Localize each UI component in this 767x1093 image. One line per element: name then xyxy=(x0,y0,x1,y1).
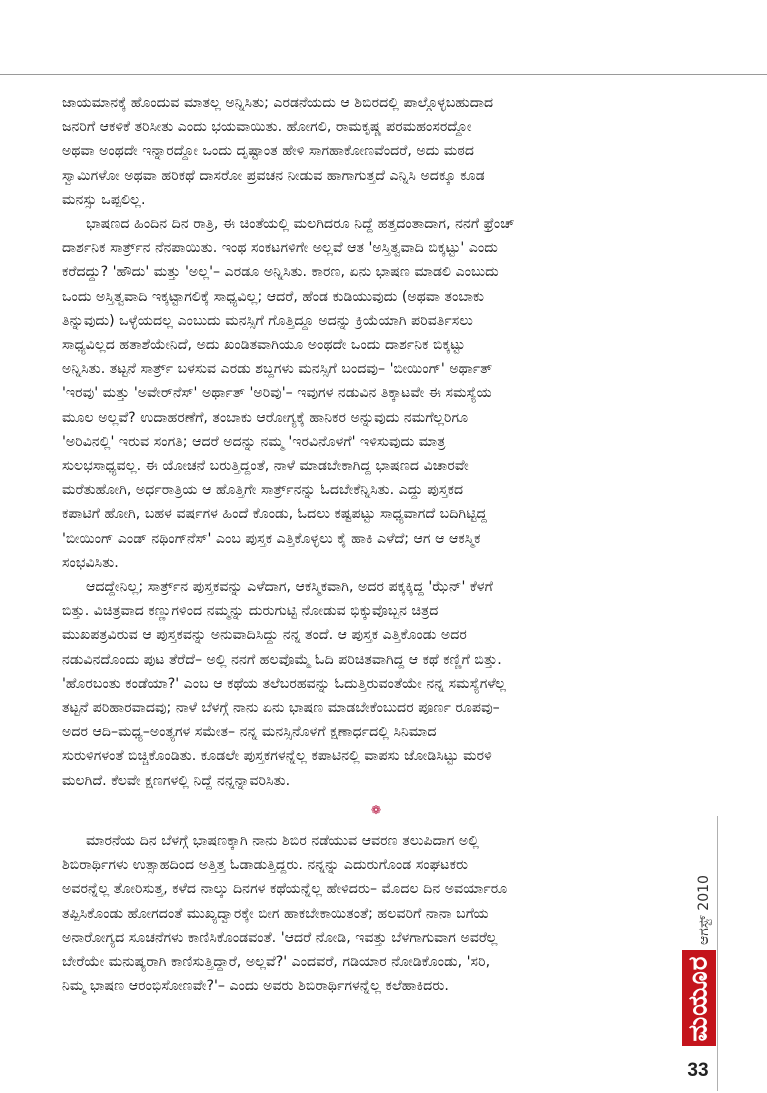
sidebar-rule xyxy=(717,816,718,1091)
text-line: 'ಬೀಯಿಂಗ್ ಎಂಡ್ ನಥಿಂಗ್‌ನೆಸ್' ಎಂಬ ಪುಸ್ತಕ ಎತ್ತಿಕೊಳ್ಳಲು ಕೈ ಹಾಕಿ ಎಳೆದೆ; ಆಗ ಆ ಆಕಸ್ಮಿಕ xyxy=(62,530,481,547)
text-line: ಸಂಭವಿಸಿತು. xyxy=(62,554,119,571)
paragraph-3 xyxy=(62,575,690,793)
paragraph-4 xyxy=(62,829,690,998)
text-line: ಜಾಯಮಾನಕ್ಕೆ ಹೊಂದುವ ಮಾತಲ್ಲ ಅನ್ನಿಸಿತು; ಎರಡನೆಯದು ಆ ಶಿಬಿರದಲ್ಲಿ ಪಾಲ್ಗೊಳ್ಳಬಹುದಾದ xyxy=(62,95,494,111)
text-line: ತಟ್ಟನೆ ಪರಿಹಾರವಾದವು; ನಾಳೆ ಬೆಳಗ್ಗೆ ನಾನು ಏನು ಭಾಷಣ ಮಾಡಬೇಕೆಂಬುದರ ಪೂರ್ಣ ರೂಪವು– xyxy=(62,700,500,717)
text-line: ಅಥವಾ ಅಂಥದೇ ಇನ್ನಾರದ್ದೋ ಒಂದು ದೃಷ್ಟಾಂತ ಹೇಳಿ ಸಾಗಹಾಕೋಣವೆಂದರೆ, ಅದು ಮಠದ xyxy=(62,143,475,160)
text-line: ಮಾರನೆಯ ದಿನ ಬೆಳಗ್ಗೆ ಭಾಷಣಕ್ಕಾಗಿ ನಾನು ಶಿಬಿರ ನಡೆಯುವ ಆವರಣ ತಲುಪಿದಾಗ ಅಲ್ಲಿ xyxy=(86,832,480,849)
text-line: ಅವರನ್ನೆಲ್ಲ ತೋರಿಸುತ್ತ, ಕಳೆದ ನಾಲ್ಕು ದಿನಗಳ ಕಥೆಯನ್ನೆಲ್ಲ ಹೇಳಿದರು– ಮೊದಲ ದಿನ ಅವರ್ಯಾರೂ xyxy=(62,881,508,898)
text-line: ಆದದ್ದೇನಿಲ್ಲ; ಸಾರ್ತ್ರ್‌ನ ಪುಸ್ತಕವನ್ನು ಎಳೆದಾಗ, ಆಕಸ್ಮಿಕವಾಗಿ, ಅದರ ಪಕ್ಕಕ್ಕಿದ್ದ 'ಝೆನ್' ಕೆಳಗೆ xyxy=(86,579,493,596)
text-line: ಶಿಬಿರಾರ್ಥಿಗಳು ಉತ್ಸಾಹದಿಂದ ಅತ್ತಿತ್ತ ಓಡಾಡುತ್ತಿದ್ದರು. ನನ್ನನ್ನು ಎದುರುಗೊಂಡ ಸಂಘಟಕರು xyxy=(62,857,468,874)
text-line: ಮರೆತುಹೋಗಿ, ಅರ್ಧರಾತ್ರಿಯ ಆ ಹೊತ್ತಿಗೇ ಸಾರ್ತ್ರ್‌ನನ್ನು ಓದಬೇಕೆನ್ನಿಸಿತು. ಎದ್ದು ಪುಸ್ತಕದ xyxy=(62,482,464,499)
text-line: ತಪ್ಪಿಸಿಕೊಂಡು ಹೋಗದಂತೆ ಮುಖ್ಯದ್ವಾರಕ್ಕೇ ಬೀಗ ಹಾಕಬೇಕಾಯಿತಂತೆ; ಹಲವರಿಗೆ ನಾನಾ ಬಗೆಯ xyxy=(62,905,489,922)
section-separator-icon: ❁ xyxy=(370,802,382,817)
text-line: ಅದರ ಆದಿ–ಮಧ್ಯ–ಅಂತ್ಯಗಳ ಸಮೇತ– ನನ್ನ ಮನಸ್ಸಿನೊಳಗೆ ಕ್ಷಣಾರ್ಧದಲ್ಲಿ ಸಿನಿಮಾದ xyxy=(62,724,437,741)
paragraph-1 xyxy=(62,91,690,212)
text-line: ತಿನ್ನುವುದು) ಒಳ್ಳೆಯದಲ್ಲ ಎಂಬುದು ಮನಸ್ಸಿಗೆ ಗೊತ್ತಿದ್ದೂ ಅದನ್ನು ಕ್ರಿಯೆಯಾಗಿ ಪರಿವರ್ತಿಸಲು xyxy=(62,312,473,329)
text-line: ಸಾಧ್ಯವಿಲ್ಲದ ಹತಾಶೆಯೇನಿದೆ, ಅದು ಖಂಡಿತವಾಗಿಯೂ ಅಂಥದೇ ಒಂದು ದಾರ್ಶನಿಕ ಬಿಕ್ಕಟ್ಟು xyxy=(62,337,466,354)
magazine-masthead xyxy=(682,950,716,1046)
issue-date xyxy=(684,872,724,948)
text-line: ಸ್ವಾಮಿಗಳೋ ಅಥವಾ ಹರಿಕಥೆ ದಾಸರೋ ಪ್ರವಚನ ನೀಡುವ ಹಾಗಾಗುತ್ತದೆ ಎನ್ನಿಸಿ ಅದಕ್ಕೂ ಕೂಡ xyxy=(62,167,485,184)
article-body xyxy=(62,91,690,998)
text-line: ಬೇರೆಯೇ ಮನುಷ್ಯರಾಗಿ ಕಾಣಿಸುತ್ತಿದ್ದಾರೆ, ಅಲ್ಲವೆ?' ಎಂದವರೆ, ಗಡಿಯಾರ ನೋಡಿಕೊಂಡು, 'ಸರಿ, xyxy=(62,953,491,970)
text-line: ಮನಸ್ಸು ಒಪ್ಪಲಿಲ್ಲ. xyxy=(62,191,146,208)
paragraph-2 xyxy=(62,212,690,575)
text-line: ಒಂದು ಅಸ್ತಿತ್ವವಾದಿ ಇಕ್ಕಟ್ಟಾಗಲಿಕ್ಕೆ ಸಾಧ್ಯವಿಲ್ಲ; ಆದರೆ, ಹೆಂಡ ಕುಡಿಯುವುದು (ಅಥವಾ ತಂಬಾಕು xyxy=(62,288,484,305)
text-line: ಜನರಿಗೆ ಆಕಳಿಕೆ ತರಿಸೀತು ಎಂದು ಭಯವಾಯಿತು. ಹೋಗಲಿ, ರಾಮಕೃಷ್ಣ ಪರಮಹಂಸರದ್ದೋ xyxy=(62,119,472,136)
text-line: ಸುಲಭಸಾಧ್ಯವಲ್ಲ. ಈ ಯೋಚನೆ ಬರುತ್ತಿದ್ದಂತೆ, ನಾಳೆ ಮಾಡಬೇಕಾಗಿದ್ದ ಭಾಷಣದ ವಿಚಾರವೇ xyxy=(62,458,469,475)
issue-date-text: ಆಗಸ್ಟ್ 2010 xyxy=(696,875,712,945)
text-line: ಕರೆದದ್ದು? 'ಹೌದು' ಮತ್ತು 'ಅಲ್ಲ'– ಎರಡೂ ಅನ್ನಿಸಿತು. ಕಾರಣ, ಏನು ಭಾಷಣ ಮಾಡಲಿ ಎಂಬುದು xyxy=(62,264,499,281)
header-rule xyxy=(0,74,767,75)
text-line: ನಡುವಿನದೊಂದು ಪುಟ ತೆರೆದೆ– ಅಲ್ಲಿ ನನಗೆ ಹಲವೊಮ್ಮೆ ಓದಿ ಪರಿಚಿತವಾಗಿದ್ದ ಆ ಕಥೆ ಕಣ್ಣಿಗೆ ಬಿತ್ತು. xyxy=(62,651,502,668)
text-line: ನಿಮ್ಮ ಭಾಷಣ ಆರಂಭಿಸೋಣವೇ?'– ಎಂದು ಅವರು ಶಿಬಿರಾರ್ಥಿಗಳನ್ನೆಲ್ಲ ಕಲೆಹಾಕಿದರು. xyxy=(62,978,449,995)
text-line: ಮುಖಪತ್ರವಿರುವ ಆ ಪುಸ್ತಕವನ್ನು ಅನುವಾದಿಸಿದ್ದು ನನ್ನ ತಂದೆ. ಆ ಪುಸ್ತಕ ಎತ್ತಿಕೊಂಡು ಅದರ xyxy=(62,627,467,644)
text-line: ಮೂಲ ಅಲ್ಲವೆ? ಉದಾಹರಣೆಗೆ, ತಂಬಾಕು ಆರೋಗ್ಯಕ್ಕೆ ಹಾನಿಕರ ಅನ್ನುವುದು ನಮಗೆಲ್ಲರಿಗೂ xyxy=(62,409,469,426)
text-line: ಅನ್ನಿಸಿತು. ತಟ್ಟನೆ ಸಾರ್ತ್ರ್ ಬಳಸುವ ಎರಡು ಶಬ್ದಗಳು ಮನಸ್ಸಿಗೆ ಬಂದವು– 'ಬೀಯಿಂಗ್' ಅರ್ಥಾತ್ xyxy=(62,361,493,378)
text-line: ದಾರ್ಶನಿಕ ಸಾರ್ತ್ರ್‌ನ ನೆನಪಾಯಿತು. ಇಂಥ ಸಂಕಟಗಳಿಗೇ ಅಲ್ಲವೆ ಆತ 'ಅಸ್ತಿತ್ವವಾದಿ ಬಿಕ್ಕಟ್ಟು' ಎಂದು xyxy=(62,240,498,257)
text-line: ಸುರುಳಿಗಳಂತೆ ಬಿಚ್ಚಿಕೊಂಡಿತು. ಕೂಡಲೇ ಪುಸ್ತಕಗಳನ್ನೆಲ್ಲ ಕಪಾಟಿನಲ್ಲಿ ವಾಪಸು ಜೋಡಿಸಿಟ್ಟು ಮರಳಿ xyxy=(62,748,492,765)
page-number: 33 xyxy=(687,1060,709,1081)
text-line: ಭಾಷಣದ ಹಿಂದಿನ ದಿನ ರಾತ್ರಿ, ಈ ಚಿಂತೆಯಲ್ಲಿ ಮಲಗಿದರೂ ನಿದ್ದೆ ಹತ್ತದಂತಾದಾಗ, ನನಗೆ ಫ್ರೆಂಚ್ xyxy=(86,216,515,233)
magazine-name: ಮಯೂರ xyxy=(683,955,714,1041)
text-line: ಕಪಾಟಿಗೆ ಹೋಗಿ, ಬಹಳ ವರ್ಷಗಳ ಹಿಂದೆ ಕೊಂಡು, ಓದಲು ಕಷ್ಟಪಟ್ಟು ಸಾಧ್ಯವಾಗದೆ ಬದಿಗಿಟ್ಟಿದ್ದ xyxy=(62,506,487,523)
text-line: ಮಲಗಿದೆ. ಕೆಲವೇ ಕ್ಷಣಗಳಲ್ಲಿ ನಿದ್ದೆ ನನ್ನನ್ನಾವರಿಸಿತು. xyxy=(62,772,291,789)
text-line: 'ಇರವು' ಮತ್ತು 'ಅವೇರ್‌ನೆಸ್' ಅರ್ಥಾತ್ 'ಅರಿವು'– ಇವುಗಳ ನಡುವಿನ ತಿಕ್ಕಾಟವೇ ಈ ಸಮಸ್ಯೆಯ xyxy=(62,385,492,402)
text-line: 'ಹೊರಬಂತು ಕಂಡೆಯಾ?' ಎಂಬ ಆ ಕಥೆಯ ತಲೆಬರಹವನ್ನು ಓದುತ್ತಿರುವಂತೆಯೇ ನನ್ನ ಸಮಸ್ಯೆಗಳೆಲ್ಲ xyxy=(62,675,507,692)
text-line: 'ಅರಿವಿನಲ್ಲಿ' ಇರುವ ಸಂಗತಿ; ಆದರೆ ಅದನ್ನು ನಮ್ಮ 'ಇರವಿನೊಳಗೆ' ಇಳಿಸುವುದು ಮಾತ್ರ xyxy=(62,433,446,450)
text-line: ಬಿತ್ತು. ವಿಚಿತ್ರವಾದ ಕಣ್ಣುಗಳಿಂದ ನಮ್ಮನ್ನು ದುರುಗುಟ್ಟಿ ನೋಡುವ ಭಿಕ್ಕುವೊಬ್ಬನ ಚಿತ್ರದ xyxy=(62,603,439,620)
text-line: ಅನಾರೋಗ್ಯದ ಸೂಚನೆಗಳು ಕಾಣಿಸಿಕೊಂಡವಂತೆ. 'ಆದರೆ ನೋಡಿ, ಇವತ್ತು ಬೆಳಗಾಗುವಾಗ ಅವರೆಲ್ಲ xyxy=(62,929,498,946)
